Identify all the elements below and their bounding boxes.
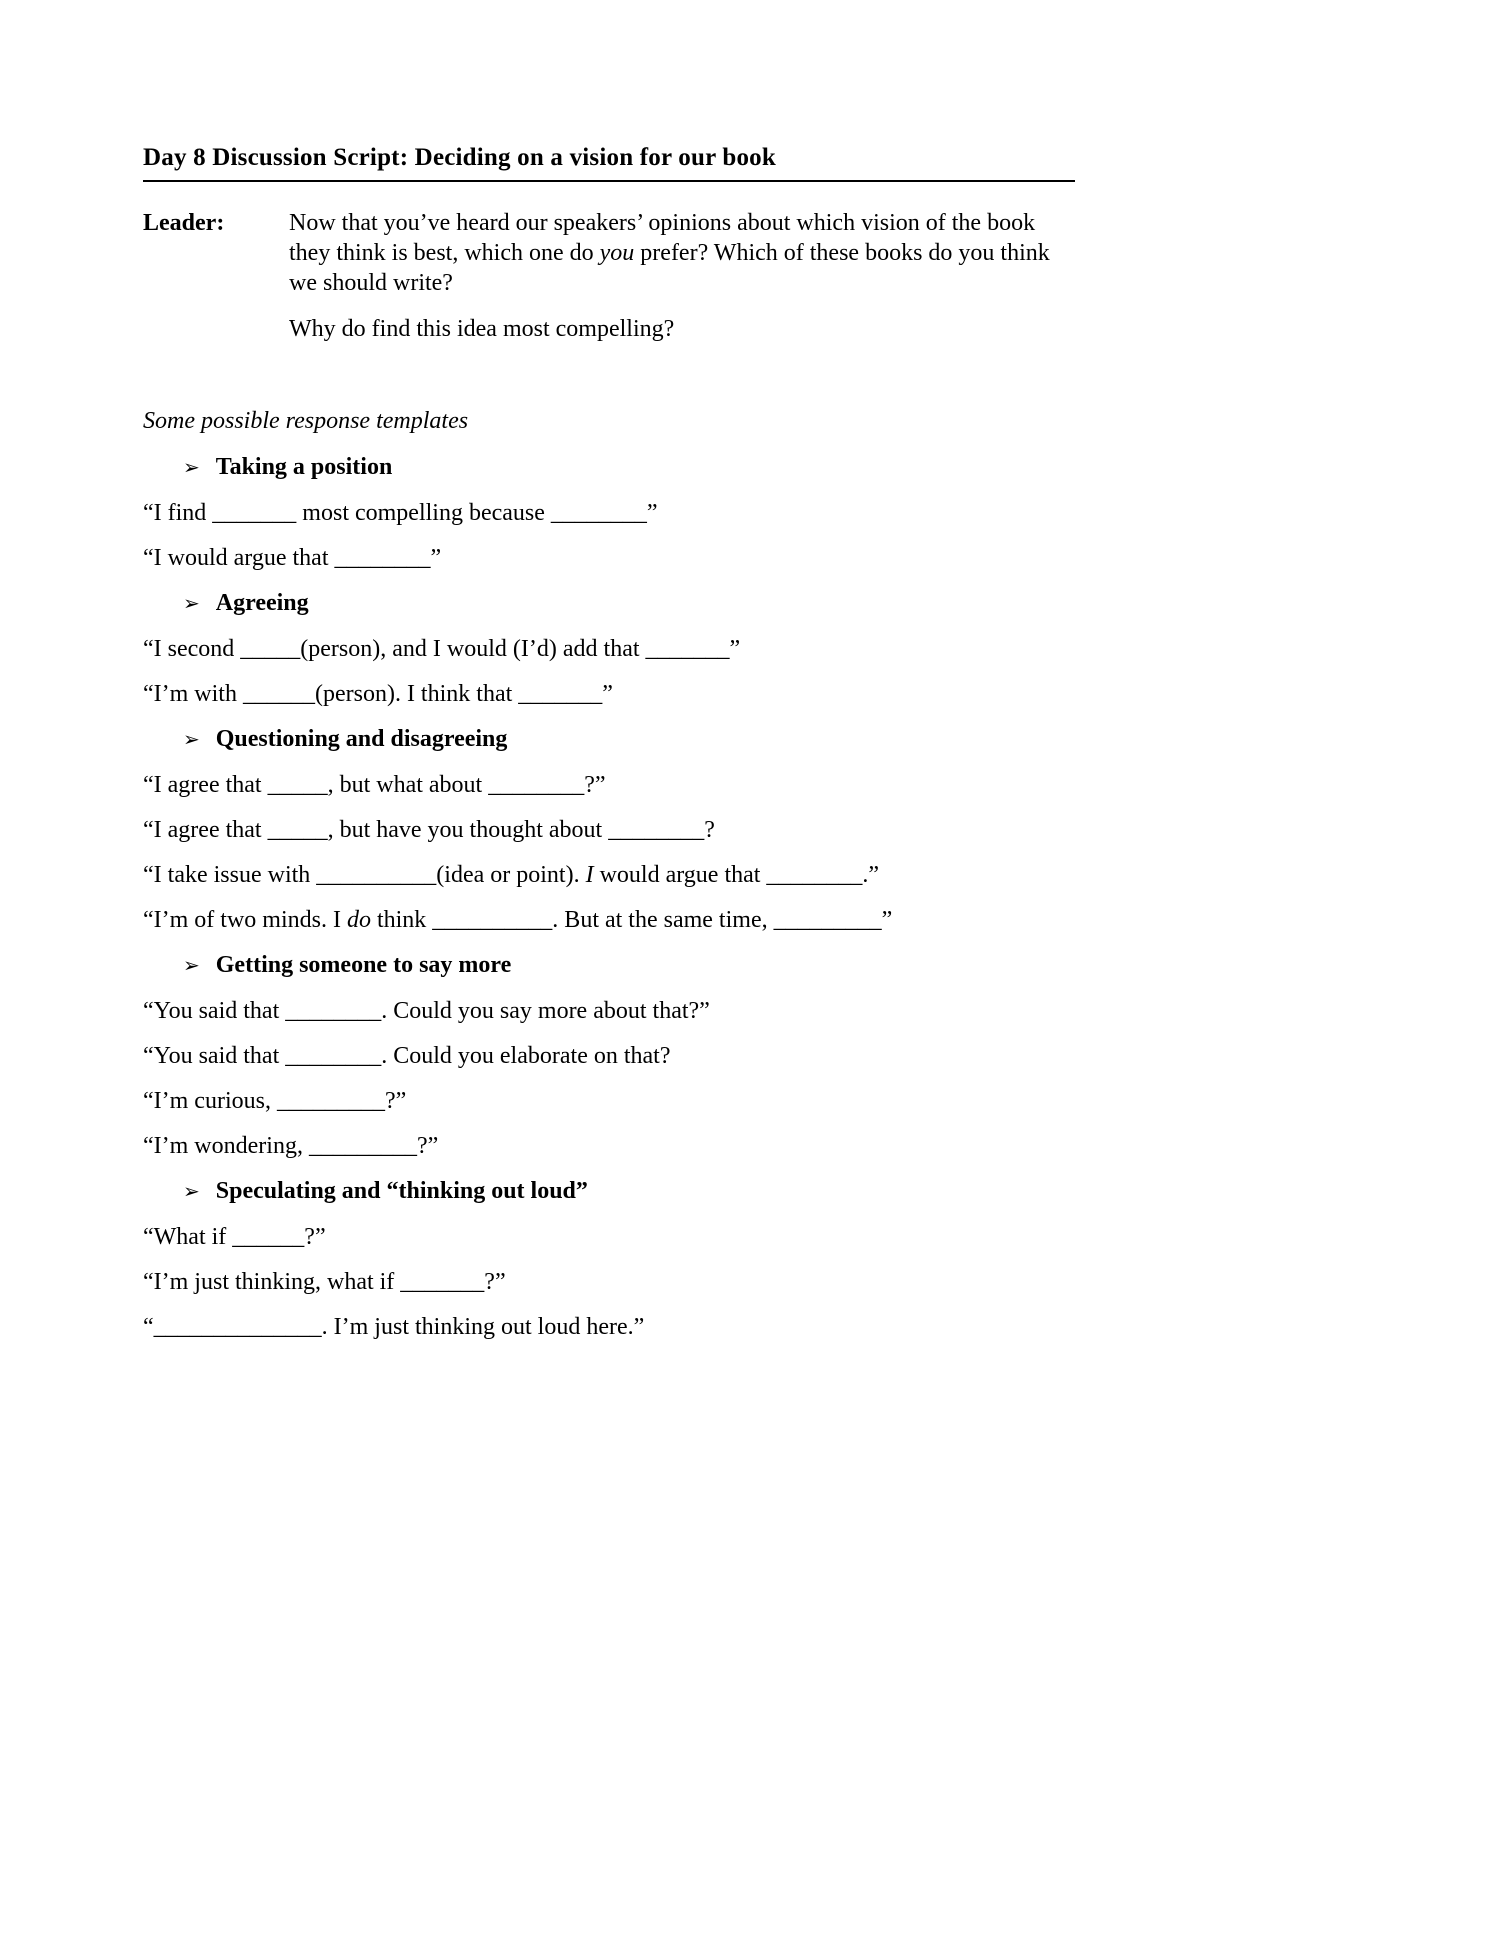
section-agreeing (143, 588, 1075, 709)
template-line-text: would argue that ________.” (593, 862, 880, 888)
section-speculating-and-thinking-out-loud (143, 1176, 1075, 1342)
section-heading-label: Taking a position (215, 454, 393, 480)
section-heading (143, 950, 1075, 980)
template-line: “I’m wondering, _________?” (143, 1133, 439, 1159)
section-heading-label: Questioning and disagreeing (215, 726, 508, 752)
section-heading (143, 724, 1075, 754)
template-line-text: think __________. But at the same time, _________” (370, 907, 893, 933)
section-heading (143, 1176, 1075, 1206)
template-line: “I would argue that ________” (143, 545, 442, 571)
section-heading-label: Getting someone to say more (215, 952, 512, 978)
template-line (143, 905, 1075, 935)
template-line: “I’m just thinking, what if _______?” (143, 1269, 506, 1295)
templates-intro: Some possible response templates (143, 408, 469, 434)
document-title: Day 8 Discussion Script: Deciding on a vision for our book (143, 144, 1075, 182)
template-line: “I agree that _____, but what about ________?” (143, 772, 606, 798)
arrow-bullet-icon: ➢ (183, 591, 200, 615)
template-line: “I’m curious, _________?” (143, 1088, 407, 1114)
template-line: “I’m with ______(person). I think that _______” (143, 681, 613, 707)
template-line: “______________. I’m just thinking out loud here.” (143, 1314, 645, 1340)
template-line: “I second _____(person), and I would (I’d) add that _______” (143, 636, 741, 662)
template-line (143, 860, 1075, 890)
leader-block (143, 208, 1075, 344)
arrow-bullet-icon: ➢ (183, 455, 200, 479)
section-heading (143, 588, 1075, 618)
leader-p1-text-before: Now that you’ve heard our speakers’ opinions about which vision of the book they think is best, which one do (289, 210, 1036, 266)
template-line: “You said that ________. Could you elaborate on that? (143, 1043, 671, 1069)
section-getting-someone-to-say-more (143, 950, 1075, 1161)
arrow-bullet-icon: ➢ (183, 1179, 200, 1203)
section-heading (143, 452, 1075, 482)
leader-label: Leader: (143, 210, 225, 236)
template-line: “I find _______ most compelling because ________” (143, 500, 658, 526)
template-line: “I agree that _____, but have you thought about ________? (143, 817, 715, 843)
template-line-text: “I’m of two minds. I (143, 907, 347, 933)
leader-paragraph-2: Why do find this idea most compelling? (289, 316, 675, 342)
leader-p1-italic-word: you (599, 240, 635, 266)
template-line: “You said that ________. Could you say more about that?” (143, 998, 710, 1024)
section-questioning-and-disagreeing (143, 724, 1075, 935)
leader-p1-text-after: prefer? Which of these books do you think we should write? (289, 240, 1050, 296)
leader-paragraph-1 (289, 208, 1075, 298)
template-line-italic-word: I (585, 862, 594, 888)
section-heading-label: Agreeing (215, 590, 309, 616)
template-line-italic-word: do (346, 907, 371, 933)
section-heading-label: Speculating and “thinking out loud” (215, 1178, 588, 1204)
arrow-bullet-icon: ➢ (183, 727, 200, 751)
leader-text (289, 208, 1075, 344)
template-line: “What if ______?” (143, 1224, 326, 1250)
document-content (143, 144, 1075, 1342)
section-taking-a-position (143, 452, 1075, 573)
template-line-text: “I take issue with __________(idea or point). (143, 862, 586, 888)
arrow-bullet-icon: ➢ (183, 953, 200, 977)
